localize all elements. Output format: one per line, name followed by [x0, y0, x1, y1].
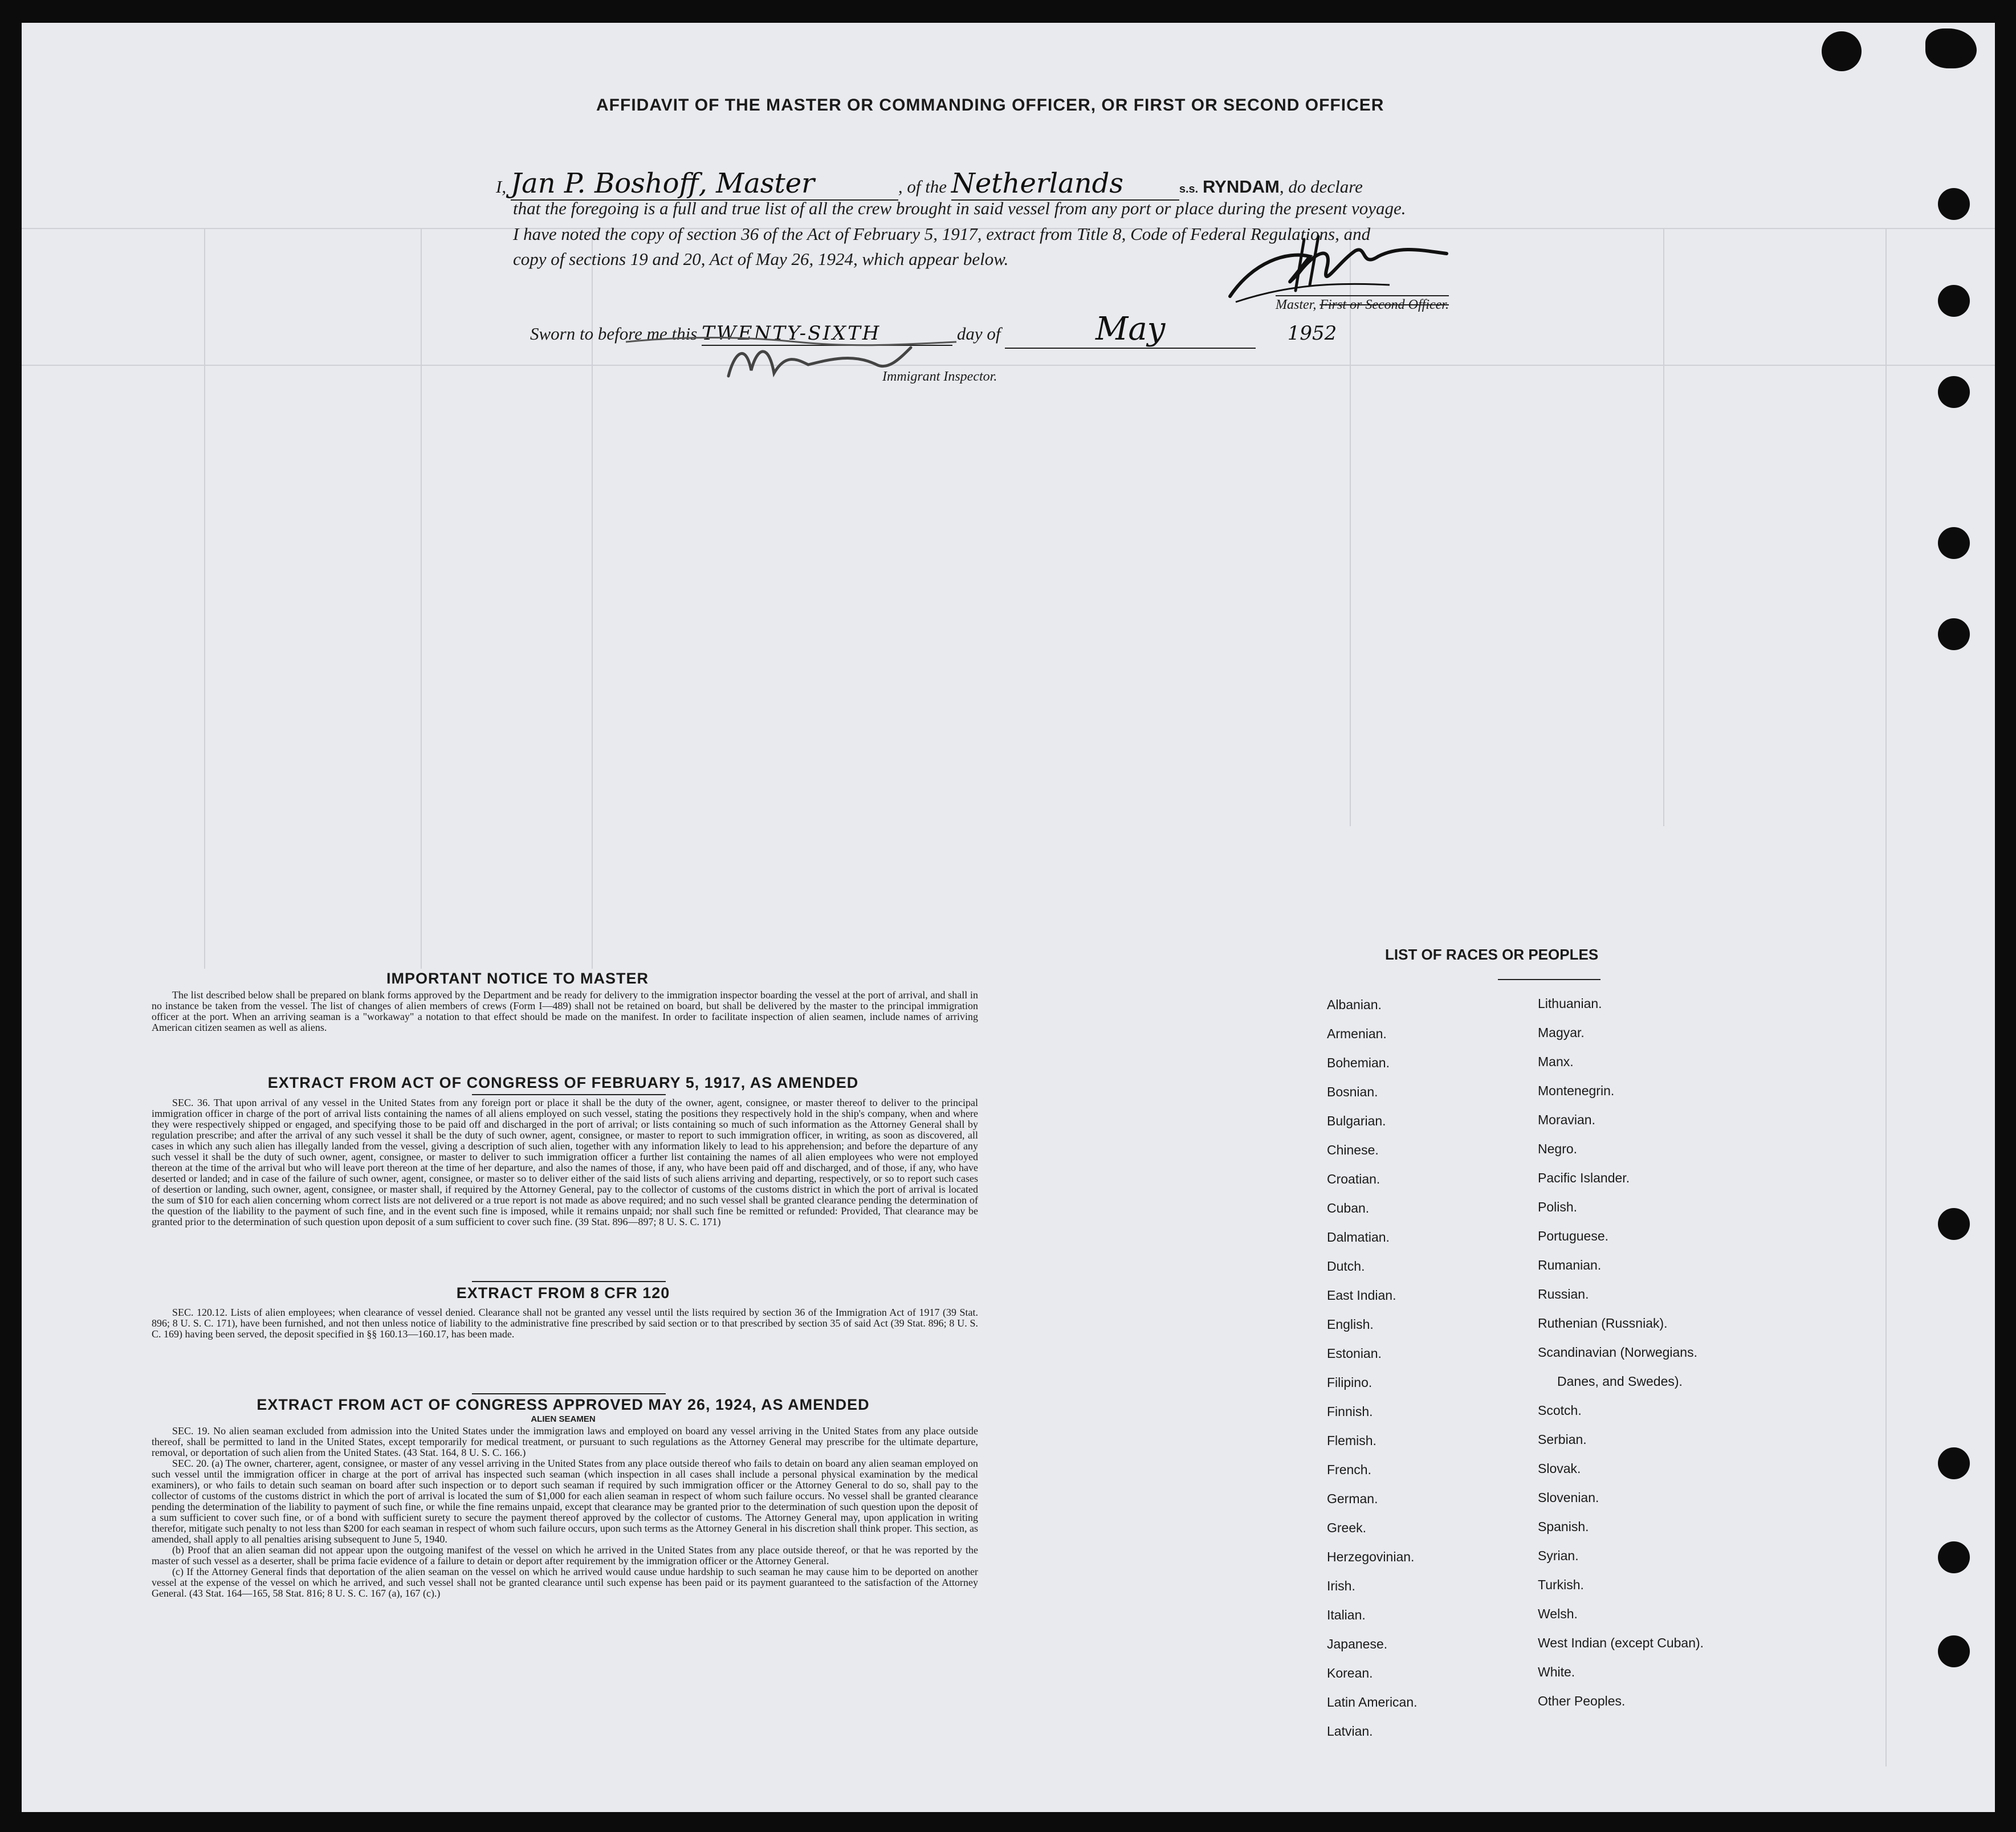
sworn-day: TWENTY-SIXTH: [702, 322, 952, 346]
vessel-name: RYNDAM: [1202, 177, 1280, 197]
bleed-through-line: [1350, 228, 1351, 826]
extract-1924-sec20a: SEC. 20. (a) The owner, charterer, agent, consignee, or master of any vessel arriving in the United States from any place outside thereof who fails to detain on board any alien seaman employed on such vessel until the immigration officer in charge at the port of arrival has inspected such seaman (which inspection in all cases shall include a personal physical examination by the medical examiners), or who fails to detain such seaman on board after such inspection or to deport such seaman if required by such immigration officer or the Attorney General to do so, shall pay to the collector of customs of the customs district in which the port of arrival is located the sum of $1,000 for each alien seaman in respect of whom such failure occurs. No vessel shall be granted clearance pending the determination of the liability to payment of such fine, or while the fine remains unpaid, except that clearance may be granted prior to the determination of such question upon the deposit of a sum sufficient to cover such fine, or of a bond with sufficient surety to secure the payment thereof approved by the collector of customs. The Attorney General may, upon application in writing therefor, mitigate such penalty to not less than $200 for each seaman in respect of whom such failure occurs, upon such terms as the Attorney General in his discretion shall think proper. This section, as amended, shall apply to all penalties arising subsequent to June 5, 1940.: [152, 1458, 978, 1545]
master-name: Jan P. Boshoff, Master: [511, 168, 898, 201]
affidavit-declaration-line: [496, 168, 1363, 201]
race-entry: Cuban.: [1327, 1201, 1370, 1215]
divider: [472, 1094, 666, 1095]
race-entry: White.: [1538, 1664, 1575, 1679]
races-heading: LIST OF RACES OR PEOPLES: [1385, 946, 1599, 963]
race-entry: Bosnian.: [1327, 1084, 1378, 1099]
extract-cfr-block: [152, 1307, 978, 1340]
race-entry: Irish.: [1327, 1578, 1355, 1593]
race-entry: Latin American.: [1327, 1695, 1418, 1709]
race-entry: Latvian.: [1327, 1724, 1373, 1739]
race-entry: Slovak.: [1538, 1461, 1581, 1476]
affidavit-line-4: copy of sections 19 and 20, Act of May 26, 1924, which appear below.: [513, 249, 1009, 269]
race-entry: Syrian.: [1538, 1548, 1579, 1563]
punch-hole: [1938, 1541, 1970, 1573]
extract-1917-heading: EXTRACT FROM ACT OF CONGRESS OF FEBRUARY 5, 1917, AS AMENDED: [267, 1074, 859, 1091]
punch-hole: [1938, 1447, 1970, 1479]
race-entry: Montenegrin.: [1538, 1083, 1615, 1098]
race-entry: Filipino.: [1327, 1375, 1372, 1390]
divider: [1498, 979, 1600, 980]
race-entry: Dutch.: [1327, 1259, 1365, 1274]
affidavit-of-the: , of the: [898, 177, 947, 197]
race-entry: Turkish.: [1538, 1577, 1584, 1592]
signature-label-master: Master,: [1276, 297, 1317, 312]
race-entry: Ruthenian (Russniak).: [1538, 1316, 1668, 1331]
race-entry: Negro.: [1538, 1141, 1578, 1156]
notice-text-block: [152, 990, 978, 1033]
race-entry: Scotch.: [1538, 1403, 1582, 1418]
notice-heading: IMPORTANT NOTICE TO MASTER: [386, 970, 649, 987]
punch-hole: [1822, 31, 1862, 71]
race-entry: Serbian.: [1538, 1432, 1587, 1447]
race-entry: Dalmatian.: [1327, 1230, 1390, 1245]
affidavit-i: I,: [496, 177, 507, 197]
punch-hole: [1938, 376, 1970, 408]
punch-hole: [1938, 188, 1970, 220]
affidavit-line-2: that the foregoing is a full and true list of all the crew brought in said vessel from any port or place during the present voyage.: [513, 198, 1406, 218]
race-entry: English.: [1327, 1317, 1374, 1332]
race-entry: Portuguese.: [1538, 1229, 1609, 1243]
inspector-label: Immigrant Inspector.: [882, 369, 997, 384]
race-entry: Flemish.: [1327, 1433, 1376, 1448]
extract-1924-subhead: ALIEN SEAMEN: [531, 1414, 596, 1424]
bleed-through-line: [1663, 228, 1664, 826]
extract-1917-block: [152, 1097, 978, 1227]
race-entry: Japanese.: [1327, 1637, 1388, 1651]
bleed-through-line: [1885, 228, 1887, 1766]
bleed-through-line: [204, 228, 205, 969]
race-entry: Italian.: [1327, 1607, 1366, 1622]
extract-cfr-heading: EXTRACT FROM 8 CFR 120: [456, 1284, 670, 1301]
race-entry: Welsh.: [1538, 1606, 1578, 1621]
race-entry: West Indian (except Cuban).: [1538, 1635, 1704, 1650]
race-entry: Scandinavian (Norwegians.: [1538, 1345, 1697, 1360]
race-entry: Bohemian.: [1327, 1055, 1390, 1070]
punch-hole: [1925, 28, 1977, 68]
punch-hole: [1938, 285, 1970, 317]
punch-hole: [1938, 1635, 1970, 1667]
race-entry: East Indian.: [1327, 1288, 1396, 1303]
extract-1917-text: SEC. 36. That upon arrival of any vessel in the United States from any foreign port or place it shall be the duty of the owner, agent, consignee, or master thereof to deliver to the principal immigration officer in charge of the port of arrival lists containing the names of all aliens employed on such vessel, stating the positions they respectively hold in the ship's company, when and where they were respectively shipped or engaged, and specifying those to be paid off and discharged in the port of arrival; or lists containing so much of such information as the Attorney General shall by regulation prescribe; and after the arrival of any such vessel it shall be the duty of such owner, agent, consignee, or master to report to such immigration officer, in writing, as soon as discovered, all cases in which any such alien has illegally landed from the vessel, giving a description of such alien, together with any information likely to lead to his apprehension; and before the departure of any such vessel it shall be the duty of such owner, agent, consignee, or master to deliver to such immigration officer a further list containing the names of all alien employees who were not employed thereon at the time of the arrival but who will leave port thereon at the time of her departure, and also the names of those, if any, who have been paid off and discharged, and of those, if any, who have deserted or landed; and in case of the failure of such owner, agent, consignee, or master so to deliver either of the said lists of such aliens arriving and departing, respectively, or so to report such cases of desertion or landing, such owner, agent, consignee, or master shall, if required by the Attorney General, pay to the collector of customs of the customs district in which the port of arrival is located the sum of $10 for each alien concerning whom correct lists are not delivered or a true report is not made as above required; and no such vessel shall be granted clearance pending the determination of the question of the liability to the payment of such fine, and in the event such fine is imposed, while it remains unpaid; nor shall such fine be remitted or refunded: Provided, That clearance may be granted prior to the determination of such question upon deposit of a sum sufficient to cover such fine. (39 Stat. 896—897; 8 U. S. C. 171): [152, 1097, 978, 1227]
punch-hole: [1938, 527, 1970, 559]
sworn-day-of: day of: [956, 324, 1001, 344]
race-entry: Armenian.: [1327, 1026, 1387, 1041]
extract-1924-sec20b: (b) Proof that an alien seaman did not appear upon the outgoing manifest of the vessel on which he arrived in the United States from any place outside thereof, or that he was reported by the master of such vessel as a deserter, shall be prima facie evidence of a failure to detain or deport after requirement by the immigration officer or the Attorney General.: [152, 1544, 978, 1566]
race-entry: French.: [1327, 1462, 1371, 1477]
race-entry: Bulgarian.: [1327, 1113, 1386, 1128]
vessel-nationality: Netherlands: [951, 168, 1179, 201]
race-entry: Korean.: [1327, 1666, 1373, 1680]
extract-cfr-text: SEC. 120.12. Lists of alien employees; when clearance of vessel denied. Clearance shall not be granted any vessel until the lists required by section 36 of the Immigration Act of 1917 (39 Stat. 896; 8 U. S. C. 171), have been furnished, and not then unless notice of liability to the administrative fine prescribed by said section or to that prescribed by section 35 of said Act (39 Stat. 896; 8 U. S. C. 169) having been served, the deposit specified in §§ 160.13—160.17, has been made.: [152, 1307, 978, 1340]
affidavit-line-3: I have noted the copy of section 36 of the Act of February 5, 1917, extract from Title 8, Code of Federal Regulations, and: [513, 224, 1371, 244]
race-entry: Moravian.: [1538, 1112, 1595, 1127]
sworn-year: 1952: [1287, 322, 1337, 345]
race-entry: Spanish.: [1538, 1519, 1589, 1534]
race-entry: Finnish.: [1327, 1404, 1373, 1419]
affidavit-title: AFFIDAVIT OF THE MASTER OR COMMANDING OFFICER, OR FIRST OR SECOND OFFICER: [596, 96, 1384, 115]
race-entry: Pacific Islander.: [1538, 1170, 1630, 1185]
race-entry: Danes, and Swedes).: [1557, 1374, 1683, 1389]
bleed-through-line: [421, 228, 422, 969]
race-entry: Chinese.: [1327, 1143, 1379, 1157]
sworn-prefix: Sworn to before me this: [530, 324, 698, 344]
divider: [472, 1281, 666, 1282]
sworn-month: May: [1005, 311, 1256, 349]
race-entry: Other Peoples.: [1538, 1694, 1626, 1708]
race-entry: Greek.: [1327, 1520, 1367, 1535]
signature-label-officer: First or Second Officer.: [1319, 297, 1449, 312]
race-entry: Polish.: [1538, 1199, 1578, 1214]
divider: [472, 1393, 666, 1394]
manifest-sheet: [22, 23, 1995, 1812]
race-entry: Slovenian.: [1538, 1490, 1599, 1505]
race-entry: Lithuanian.: [1538, 996, 1602, 1011]
extract-1924-block: [152, 1426, 978, 1599]
race-entry: German.: [1327, 1491, 1378, 1506]
race-entry: Manx.: [1538, 1054, 1574, 1069]
punch-hole: [1938, 618, 1970, 650]
race-entry: Croatian.: [1327, 1172, 1380, 1186]
race-entry: Magyar.: [1538, 1025, 1585, 1040]
punch-hole: [1938, 1208, 1970, 1240]
notice-text: The list described below shall be prepared on blank forms approved by the Department and be ready for delivery to the immigration inspector boarding the vessel at the port of arrival, and shall in no instance be taken from the vessel. The list of changes of alien members of crews (Form I—489) shall not be retained on board, but shall be delivered by the master to the principal immigration officer at the port. When an arriving seaman is a "workaway" a notation to that effect should be made on the manifest. In order to facilitate inspection of alien seamen, include names of arriving American citizen seamen as well as aliens.: [152, 989, 978, 1033]
extract-1924-heading: EXTRACT FROM ACT OF CONGRESS APPROVED MAY 26, 1924, AS AMENDED: [256, 1396, 870, 1413]
vessel-prefix: s.s.: [1179, 183, 1199, 195]
bleed-through-line: [22, 365, 1995, 366]
race-entry: Russian.: [1538, 1287, 1589, 1301]
extract-1924-sec19: SEC. 19. No alien seaman excluded from admission into the United States under the immigration laws and employed on board any vessel arriving in the United States from any place outside thereof, shall be permitted to land in the United States, except temporarily for medical treatment, or pursuant to such regulations as the Attorney General may prescribe for the ultimate departure, removal, or deportation of such alien from the United States. (43 Stat. 164, 8 U. S. C. 166.): [152, 1425, 978, 1458]
extract-1924-sec20c: (c) If the Attorney General finds that deportation of the alien seaman on the vessel on which he arrived would cause undue hardship to such seaman he may cause him to be deported on another vessel at the expense of the vessel on which he arrived, and such vessel shall not be granted clearance until such expense has been paid or its payment guaranteed to the satisfaction of the Attorney General. (43 Stat. 164—165, 58 Stat. 816; 8 U. S. C. 167 (a), 167 (c).): [152, 1566, 978, 1599]
affidavit-do-declare: , do declare: [1279, 177, 1363, 197]
race-entry: Albanian.: [1327, 997, 1382, 1012]
race-entry: Rumanian.: [1538, 1258, 1602, 1272]
race-entry: Estonian.: [1327, 1346, 1382, 1361]
race-entry: Herzegovinian.: [1327, 1549, 1415, 1564]
